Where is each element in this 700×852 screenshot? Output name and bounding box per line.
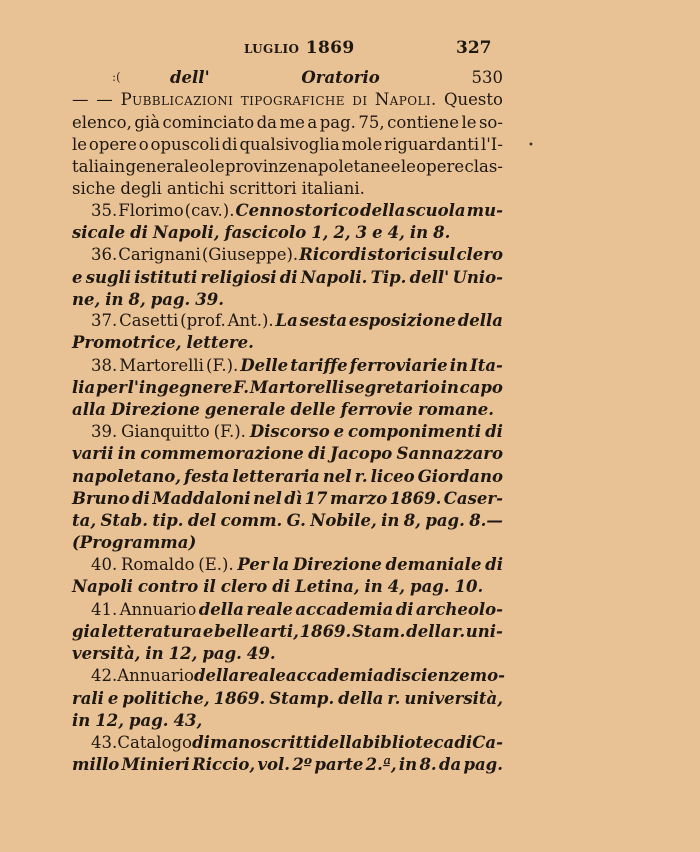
text-line xyxy=(72,621,503,643)
text-line xyxy=(72,222,503,244)
word: r. xyxy=(452,622,466,641)
word: nel xyxy=(322,467,352,486)
text-line xyxy=(91,200,503,222)
word: Gianquitto xyxy=(121,422,210,441)
word: cominciato xyxy=(162,113,255,132)
word: uni- xyxy=(465,622,503,641)
word: reale xyxy=(246,600,294,619)
text-line xyxy=(72,89,503,111)
word: Napoli xyxy=(72,577,133,596)
word: F. xyxy=(233,378,250,397)
text-line xyxy=(72,178,503,200)
word: qualsivoglia xyxy=(239,135,340,154)
text-line xyxy=(72,576,503,598)
word: mole xyxy=(341,135,383,154)
word: Unio- xyxy=(452,268,503,287)
word: Romaldo xyxy=(120,555,195,574)
word: Catalogo xyxy=(117,733,192,752)
word: biblioteca xyxy=(362,733,455,752)
word: delle xyxy=(290,400,336,419)
word: r. xyxy=(387,689,401,708)
word: e xyxy=(390,157,401,176)
word: della xyxy=(338,689,384,708)
word: 38. xyxy=(91,356,118,375)
word: contiene xyxy=(387,113,459,132)
word: Bruno xyxy=(72,489,130,508)
word: La xyxy=(275,311,298,330)
text-line xyxy=(72,488,503,510)
word: provinze xyxy=(225,157,298,176)
word: varii xyxy=(72,444,114,463)
text-line xyxy=(72,443,503,465)
word: in xyxy=(145,644,164,663)
word: Stamp. xyxy=(269,689,335,708)
word: di xyxy=(454,733,473,752)
word: della xyxy=(457,311,503,330)
word: rali xyxy=(72,689,104,708)
word: lettere. xyxy=(186,333,254,352)
word: G. xyxy=(286,511,306,530)
word: e xyxy=(107,689,119,708)
text-line xyxy=(72,134,503,156)
word: reale xyxy=(239,666,286,685)
word: (prof. xyxy=(180,311,226,330)
text-line xyxy=(170,67,503,89)
text-line xyxy=(91,421,503,443)
word: il xyxy=(203,577,216,596)
word: millo xyxy=(72,755,120,774)
text-line xyxy=(72,466,503,488)
word: talia xyxy=(72,157,109,176)
word: 8.— xyxy=(469,511,503,530)
word: opuscoli xyxy=(150,135,220,154)
word: o xyxy=(138,135,149,154)
word: 2.ª, xyxy=(365,755,397,774)
word: letteratura xyxy=(101,622,203,641)
word: 8. xyxy=(419,755,437,774)
word: Giordano xyxy=(417,467,503,486)
word: pag. xyxy=(319,113,356,132)
word: (F.). xyxy=(206,356,239,375)
word: 49. xyxy=(246,644,276,663)
word: 36. xyxy=(91,245,118,264)
text-line xyxy=(91,554,503,576)
word: sesta xyxy=(299,311,348,330)
text-line xyxy=(72,399,503,421)
word: 12, xyxy=(95,711,124,730)
word: opere xyxy=(88,135,137,154)
word: (cav.). xyxy=(184,201,235,220)
word: le xyxy=(461,113,477,132)
text-line xyxy=(72,532,503,554)
word: della xyxy=(406,622,452,641)
word: elenco, xyxy=(72,113,132,132)
word: di xyxy=(383,666,402,685)
word: Direzione xyxy=(110,400,200,419)
text-line xyxy=(72,710,503,732)
word: di xyxy=(130,223,148,242)
word: tipografiche xyxy=(240,90,345,109)
word: demaniale xyxy=(385,555,482,574)
word: sul xyxy=(427,245,456,264)
word: Letina, xyxy=(295,577,360,596)
word: manoscritti xyxy=(210,733,317,752)
word: arti, xyxy=(259,622,299,641)
word: le xyxy=(209,157,225,176)
word: liceo xyxy=(370,467,415,486)
word: di xyxy=(272,577,291,596)
word: ta, xyxy=(72,511,97,530)
word: clero xyxy=(220,577,268,596)
word: della xyxy=(193,666,240,685)
word: scuola xyxy=(406,201,466,220)
word: Jacopo xyxy=(330,444,393,463)
word: Discorso xyxy=(249,422,330,441)
word: di xyxy=(395,600,414,619)
word: Cenno xyxy=(235,201,295,220)
word: clero xyxy=(456,245,503,264)
word: Tip. xyxy=(370,268,407,287)
word: Annuario xyxy=(117,666,194,685)
word: Oratorio xyxy=(301,68,380,87)
word: opere xyxy=(416,157,465,176)
text-line xyxy=(72,156,503,178)
word: le xyxy=(72,135,88,154)
word: siche xyxy=(72,179,116,198)
word: da xyxy=(256,113,278,132)
word: di xyxy=(221,135,238,154)
word: tip. xyxy=(152,511,184,530)
word: me xyxy=(279,113,305,132)
word: e xyxy=(72,268,83,287)
word: Nobile, xyxy=(310,511,377,530)
word: riguardanti xyxy=(384,135,480,154)
word: in xyxy=(449,356,468,375)
word: Direzione xyxy=(292,555,382,574)
word: di xyxy=(132,489,150,508)
word: Martorelli xyxy=(249,378,345,397)
word: Napoli. xyxy=(374,90,437,109)
word: storici xyxy=(367,245,427,264)
word: scienze xyxy=(401,666,470,685)
word: archeolo- xyxy=(415,600,503,619)
word: letteraria xyxy=(232,467,320,486)
word: pag. xyxy=(128,711,169,730)
word: — xyxy=(96,90,114,109)
text-line xyxy=(72,377,503,399)
word: di xyxy=(279,268,298,287)
word: di xyxy=(308,444,326,463)
word: pag. xyxy=(202,644,242,663)
word: 1869. xyxy=(299,622,352,641)
word: di xyxy=(352,90,368,109)
word: dell' xyxy=(170,68,210,87)
word: in xyxy=(381,511,400,530)
word: 3 xyxy=(355,223,368,242)
word: in xyxy=(72,711,91,730)
page-number: 327 xyxy=(456,38,492,58)
word: segretario xyxy=(344,378,440,397)
word: religiosi xyxy=(200,268,277,287)
word: Florimo xyxy=(118,201,184,220)
word: ne, xyxy=(72,290,101,309)
word: e xyxy=(333,422,345,441)
word: fascicolo xyxy=(224,223,307,242)
word: scrittori xyxy=(229,179,297,198)
word: Ca- xyxy=(472,733,503,752)
word: 1869. xyxy=(389,489,442,508)
word: Pubblicazioni xyxy=(120,90,234,109)
word: Promotrice, xyxy=(72,333,182,352)
word: 2, xyxy=(333,223,351,242)
word: per xyxy=(96,378,127,397)
text-line xyxy=(91,732,503,754)
word: so- xyxy=(478,113,503,132)
word: della xyxy=(317,733,363,752)
word: vol. xyxy=(257,755,291,774)
word: Casetti xyxy=(119,311,179,330)
word: 12, xyxy=(168,644,198,663)
text-line xyxy=(91,355,503,377)
word: alla xyxy=(72,400,106,419)
text-line xyxy=(91,310,503,332)
word: nel xyxy=(253,489,282,508)
word: in xyxy=(440,378,459,397)
word: 1869. xyxy=(213,689,266,708)
text-line xyxy=(72,754,503,776)
word: Ita- xyxy=(470,356,503,375)
word: e xyxy=(372,223,383,242)
word: istituti xyxy=(134,268,198,287)
word: di xyxy=(485,422,503,441)
word: mu- xyxy=(466,201,503,220)
word: 10. xyxy=(454,577,484,596)
word: romane. xyxy=(417,400,495,419)
word: pag. xyxy=(425,511,465,530)
word: la xyxy=(272,555,290,574)
word: di xyxy=(192,733,210,752)
word: napoletane xyxy=(297,157,391,176)
word: (E.). xyxy=(198,555,234,574)
word: della xyxy=(360,201,406,220)
word: Sannazzaro xyxy=(396,444,503,463)
word: in xyxy=(398,755,418,774)
word: 4, xyxy=(387,577,406,596)
word: italiani. xyxy=(301,179,365,198)
word: napoletano, xyxy=(72,467,182,486)
word: 43. xyxy=(91,733,118,752)
word: generale xyxy=(204,400,286,419)
word: Caser- xyxy=(443,489,503,508)
word: contro xyxy=(137,577,199,596)
word: Ricordi xyxy=(299,245,367,264)
word: (Programma) xyxy=(72,533,197,552)
word: della xyxy=(198,600,244,619)
text-line xyxy=(72,643,503,665)
word: Ant.). xyxy=(227,311,274,330)
word: capo xyxy=(459,378,503,397)
word: Annuario xyxy=(119,600,197,619)
word: gia xyxy=(72,622,101,641)
word: ferrovie xyxy=(340,400,413,419)
word: clas- xyxy=(464,157,503,176)
word: Napoli. xyxy=(300,268,368,287)
word: pag. xyxy=(410,577,450,596)
word: 1, xyxy=(311,223,329,242)
word: mo- xyxy=(469,666,505,685)
word: marzo xyxy=(329,489,388,508)
word: lia xyxy=(72,378,96,397)
word: belle xyxy=(214,622,260,641)
word: Maddaloni xyxy=(152,489,251,508)
word: Napoli, xyxy=(152,223,220,242)
word: Stam. xyxy=(352,622,406,641)
word: Per xyxy=(237,555,269,574)
word: Delle xyxy=(240,356,289,375)
word: parte xyxy=(314,755,364,774)
word: pag. xyxy=(150,290,191,309)
word: 8. xyxy=(433,223,451,242)
word: Questo xyxy=(444,90,503,109)
text-line xyxy=(72,112,503,134)
word: 35. xyxy=(91,201,118,220)
stray-dot: • xyxy=(528,140,534,151)
word: Martorelli xyxy=(119,356,204,375)
word: 2º xyxy=(292,755,313,774)
word: (F.). xyxy=(213,422,246,441)
text-line xyxy=(72,688,503,710)
word: del xyxy=(187,511,217,530)
running-head-date: luglio 1869 xyxy=(244,38,355,58)
word: antichi xyxy=(166,179,225,198)
word: Riccio, xyxy=(192,755,256,774)
word: generale xyxy=(125,157,199,176)
word: in xyxy=(117,444,137,463)
word: storico xyxy=(295,201,360,220)
word: accademia xyxy=(295,600,394,619)
word: 8, xyxy=(403,511,421,530)
word: 40. xyxy=(91,555,118,574)
margin-mark: :( xyxy=(112,70,121,84)
word: — xyxy=(72,90,89,109)
word: r. xyxy=(354,467,368,486)
word: e xyxy=(202,622,214,641)
text-line xyxy=(72,332,503,354)
text-line xyxy=(91,244,503,266)
word: dì xyxy=(284,489,303,508)
word: 4, xyxy=(387,223,405,242)
word: Minieri xyxy=(121,755,190,774)
word: l'ingegnere xyxy=(127,378,233,397)
word: 17 xyxy=(304,489,328,508)
word: commemorazione xyxy=(140,444,304,463)
word: 530 xyxy=(471,68,503,87)
word: 43, xyxy=(173,711,203,730)
word: o xyxy=(199,157,210,176)
text-line xyxy=(72,267,503,289)
word: esposizione xyxy=(348,311,456,330)
word: degli xyxy=(120,179,162,198)
word: politiche, xyxy=(122,689,210,708)
word: Carignani xyxy=(118,245,201,264)
word: ferroviarie xyxy=(349,356,448,375)
text-line xyxy=(72,510,503,532)
word: già xyxy=(134,113,161,132)
word: comm. xyxy=(220,511,283,530)
word: in xyxy=(409,223,429,242)
word: tariffe xyxy=(290,356,348,375)
word: pag. xyxy=(463,755,503,774)
text-line xyxy=(91,665,503,687)
word: componimenti xyxy=(348,422,482,441)
word: di xyxy=(485,555,503,574)
text-line xyxy=(91,599,503,621)
word: 37. xyxy=(91,311,118,330)
word: dell' xyxy=(409,268,450,287)
word: 75, xyxy=(358,113,385,132)
word: 39. xyxy=(91,422,118,441)
text-line xyxy=(72,289,503,311)
word: le xyxy=(400,157,416,176)
word: (Giuseppe). xyxy=(201,245,299,264)
word: sugli xyxy=(85,268,132,287)
word: Stab. xyxy=(100,511,148,530)
word: sicale xyxy=(72,223,126,242)
word: festa xyxy=(184,467,230,486)
word: da xyxy=(438,755,462,774)
word: 42. xyxy=(91,666,118,685)
word: in xyxy=(105,290,124,309)
word: in xyxy=(364,577,383,596)
word: 41. xyxy=(91,600,118,619)
word: versità, xyxy=(72,644,141,663)
word: in xyxy=(109,157,126,176)
word: 8, xyxy=(128,290,146,309)
word: accademia xyxy=(285,666,384,685)
word: 39. xyxy=(195,290,224,309)
word: a xyxy=(307,113,318,132)
word: università, xyxy=(404,689,503,708)
word: l'I- xyxy=(480,135,503,154)
